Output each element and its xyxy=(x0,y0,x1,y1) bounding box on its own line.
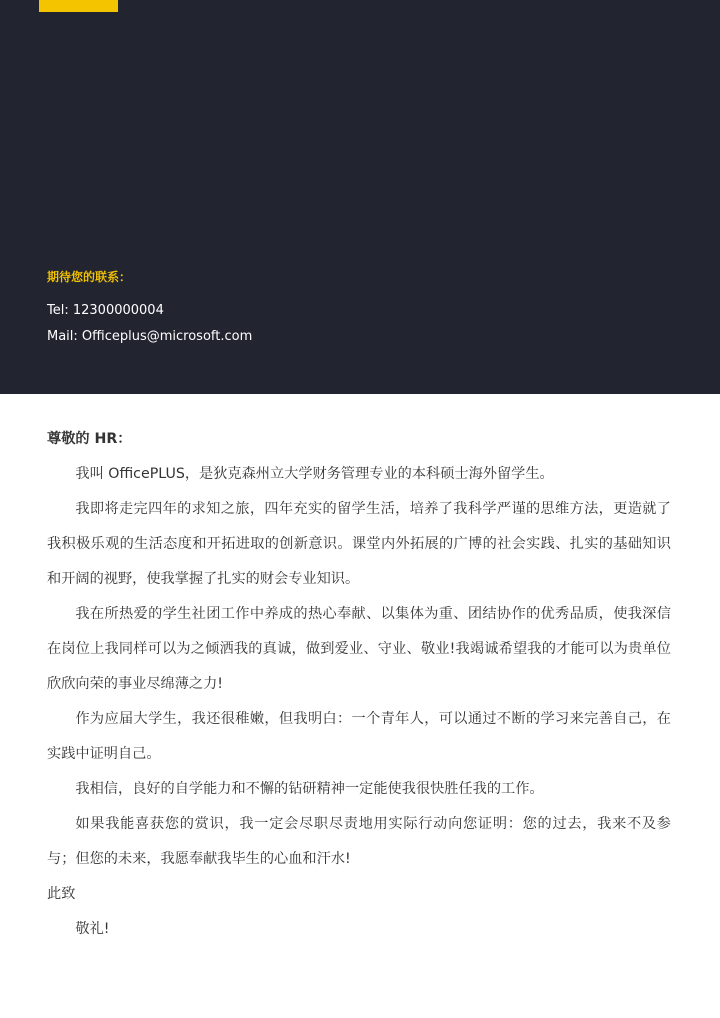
letter-closing: 此致 xyxy=(47,886,76,902)
letter-paragraph: 作为应届大学生，我还很稚嫩，但我明白：一个青年人，可以通过不断的学习来完善自己，在实践中证明自己。 xyxy=(47,711,671,762)
header-banner xyxy=(0,0,720,394)
letter-regards: 敬礼! xyxy=(75,921,110,937)
letter-salutation: 尊敬的 HR： xyxy=(47,431,132,447)
contact-title: 期待您的联系： xyxy=(47,270,132,284)
accent-bar xyxy=(39,0,118,12)
letter-paragraph: 我在所热爱的学生社团工作中养成的热心奉献、以集体为重、团结协作的优秀品质，使我深信在岗位上我同样可以为之倾洒我的真诚，做到爱业、守业、敬业!我竭诚希望我的才能可以为贵单位欣欣向荣的事业尽绵薄之力! xyxy=(47,606,671,692)
letter-paragraph: 我叫 OfficePLUS，是狄克森州立大学财务管理专业的本科硕士海外留学生。 xyxy=(75,466,554,482)
contact-tel: Tel: 12300000004 xyxy=(47,303,164,318)
contact-mail: Mail: Officeplus@microsoft.com xyxy=(47,329,253,344)
cover-letter-body xyxy=(47,422,671,947)
letter-paragraph: 如果我能喜获您的赏识，我一定会尽职尽责地用实际行动向您证明：您的过去，我来不及参与；但您的未来，我愿奉献我毕生的心血和汗水! xyxy=(47,816,671,867)
letter-paragraph: 我即将走完四年的求知之旅，四年充实的留学生活，培养了我科学严谨的思维方法，更造就了我积极乐观的生活态度和开拓进取的创新意识。课堂内外拓展的广博的社会实践、扎实的基础知识和开阔的视野，使我掌握了扎实的财会专业知识。 xyxy=(47,501,671,587)
letter-paragraph: 我相信，良好的自学能力和不懈的钻研精神一定能使我很快胜任我的工作。 xyxy=(75,781,544,797)
